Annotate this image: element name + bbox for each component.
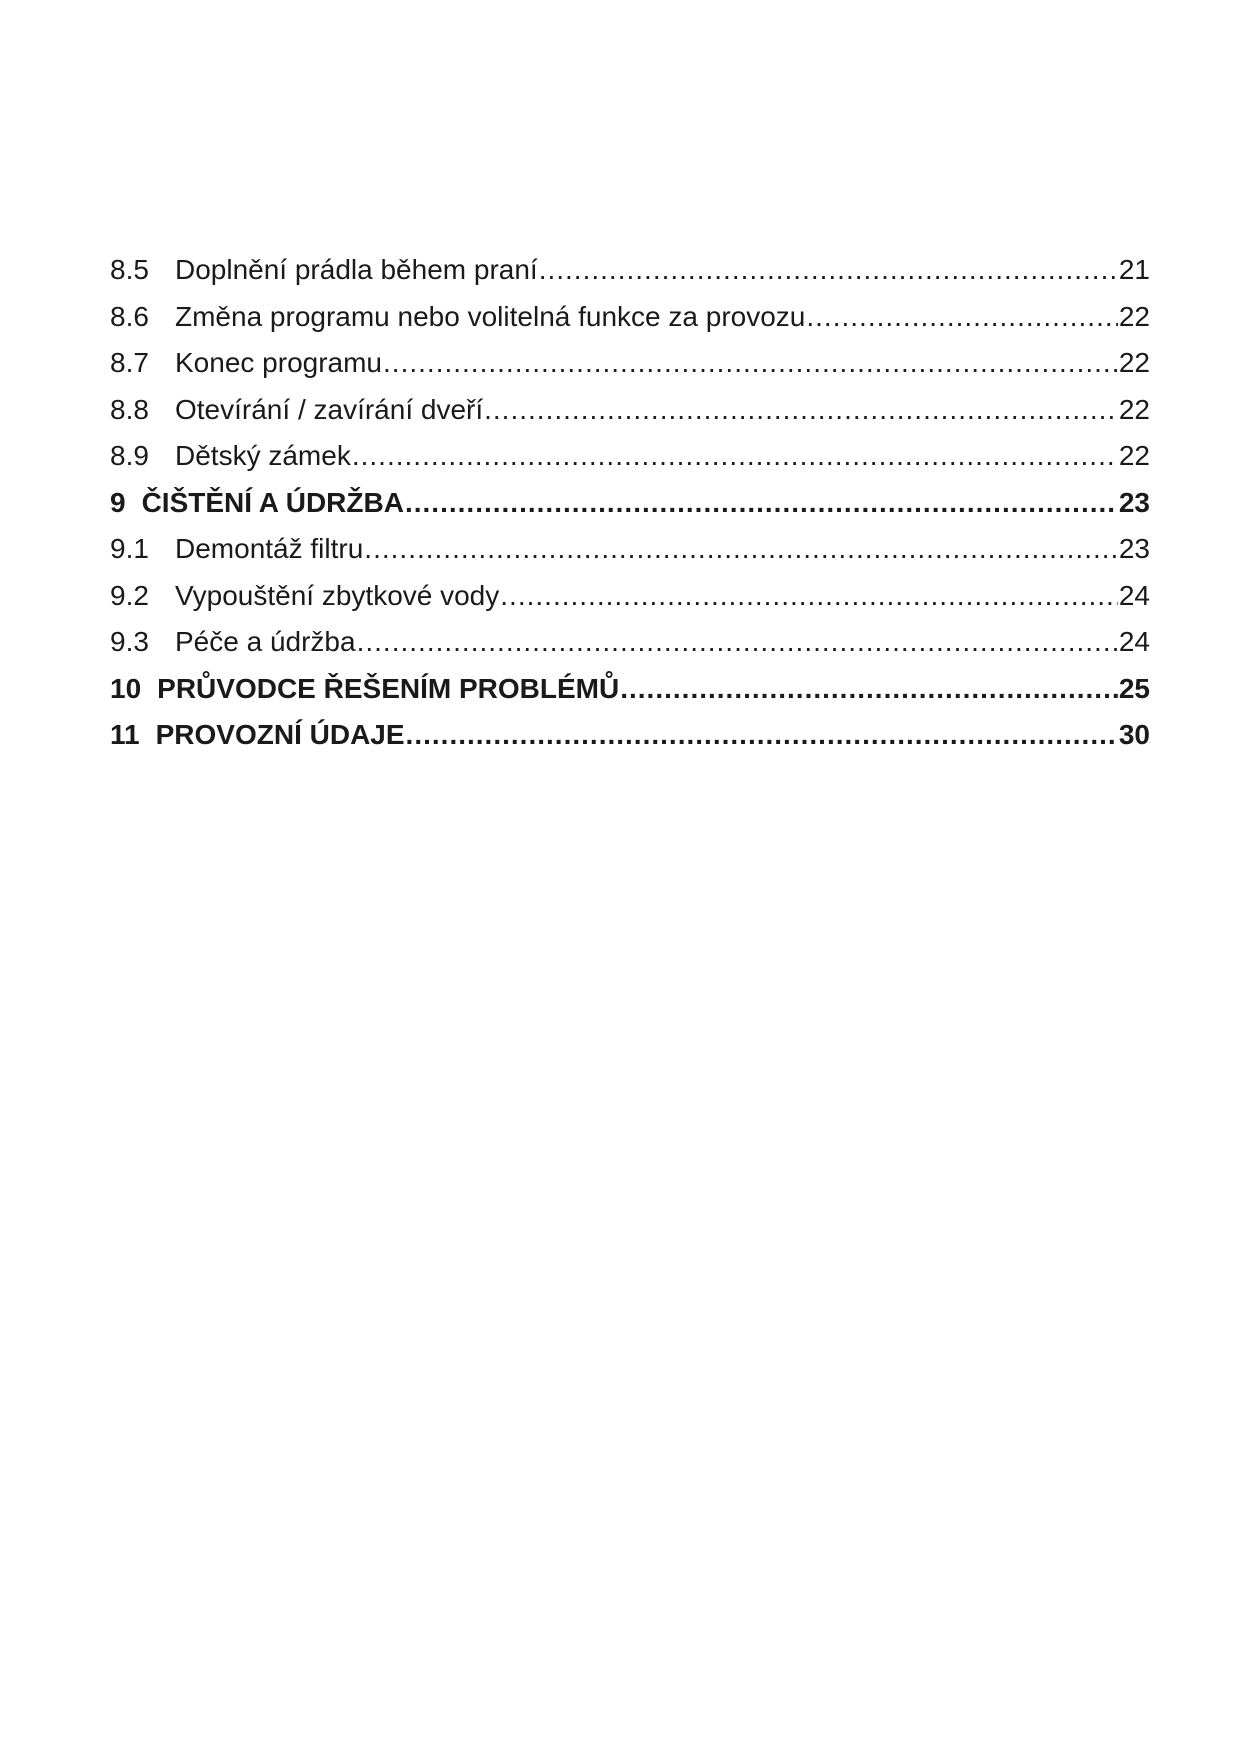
toc-entry-9-1[interactable] [110,533,1150,580]
toc-chapter-10[interactable] [110,673,1150,720]
toc-entry-number: 8.6 [110,300,149,332]
toc-entry-8-5[interactable] [110,254,1150,301]
toc-entry-number: 9.3 [110,626,149,657]
toc-entry-9-3[interactable] [110,626,1150,673]
toc-entry-page: 24 [1118,626,1150,657]
toc-entry-8-7[interactable] [110,347,1150,394]
dot-leader [500,580,1118,612]
toc-chapter-number: 10 [110,672,142,704]
toc-entry-page: 22 [1118,347,1150,378]
toc-chapter-page: 25 [1118,672,1150,704]
toc-entry-number: 9.2 [110,579,149,611]
toc-entry-number: 8.8 [110,393,149,425]
dot-leader [383,347,1118,379]
toc-entry-title: Vypouštění zbytkové vody [175,579,500,611]
toc-entry-title: Změna programu nebo volitelná funkce za provozu [175,300,806,332]
dot-leader [406,719,1118,751]
toc-chapter-9[interactable] [110,487,1150,534]
toc-entry-title: Otevírání / zavírání dveří [175,393,484,425]
toc-entry-title: Dětský zámek [175,440,351,471]
toc-entry-title: Doplnění prádla během praní [175,254,538,285]
toc-chapter-title: PRŮVODCE ŘEŠENÍM PROBLÉMŮ [157,672,620,704]
toc-entry-8-8[interactable] [110,394,1150,441]
toc-entry-title: Konec programu [175,347,383,378]
toc-chapter-number: 9 [110,486,126,518]
toc-entry-9-2[interactable] [110,580,1150,627]
dot-leader [484,394,1118,426]
dot-leader [352,440,1118,472]
toc-entry-page: 22 [1118,300,1150,332]
dot-leader [620,673,1118,705]
toc-entry-page: 21 [1118,254,1150,285]
toc-entry-title: Péče a údržba [175,626,356,657]
toc-chapter-11[interactable] [110,719,1150,766]
toc-entry-number: 8.7 [110,347,149,378]
toc-entry-page: 23 [1118,533,1150,564]
toc-entry-number: 9.1 [110,533,149,564]
dot-leader [405,487,1118,519]
dot-leader [357,626,1118,658]
toc-entry-page: 24 [1118,579,1150,611]
toc-entry-8-9[interactable] [110,440,1150,487]
toc-entry-title: Demontáž filtru [175,533,364,564]
toc-chapter-title: ČIŠTĚNÍ A ÚDRŽBA [141,486,404,518]
toc-chapter-page: 30 [1118,719,1150,750]
dot-leader [806,301,1117,333]
toc-entry-number: 8.9 [110,440,149,471]
toc-entry-page: 22 [1118,440,1150,471]
table-of-contents [110,254,1150,766]
toc-entry-number: 8.5 [110,254,149,285]
toc-entry-page: 22 [1118,393,1150,425]
toc-chapter-number: 11 [110,719,140,750]
dot-leader [364,533,1118,565]
dot-leader [539,254,1118,286]
toc-entry-8-6[interactable] [110,301,1150,348]
toc-chapter-title: PROVOZNÍ ÚDAJE [155,719,405,750]
toc-chapter-page: 23 [1118,486,1150,518]
